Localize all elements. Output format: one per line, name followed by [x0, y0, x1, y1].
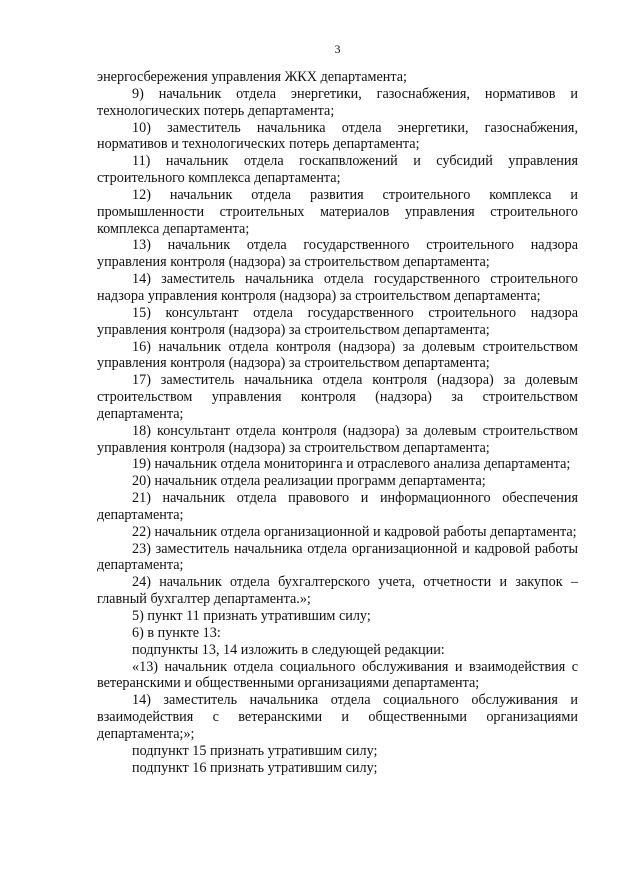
paragraph: 11) начальник отдела госкапвложений и субсидий управления строительного комплекса департамента; [97, 153, 578, 187]
paragraph: 18) консультант отдела контроля (надзора) за долевым строительством управления контроля (надзора) за строительством департамента; [97, 422, 578, 456]
paragraph: 5) пункт 11 признать утратившим силу; [132, 608, 371, 624]
paragraph: 14) заместитель начальника отдела государственного строительного надзора управления контроля (надзора) за строительством департамента; [97, 271, 578, 304]
paragraph: 21) начальник отдела правового и информационного обеспечения департамента; [97, 490, 578, 523]
paragraph: 15) консультант отдела государственного строительного надзора управления контроля (надзора) за строительством департамента; [97, 304, 578, 338]
paragraph: 19) начальник отдела мониторинга и отраслевого анализа департамента; [132, 456, 571, 473]
paragraph: подпункт 16 признать утратившим силу; [132, 759, 378, 776]
paragraph: 23) заместитель начальника отдела организационной и кадровой работы департамента; [97, 540, 578, 574]
paragraph: 14) заместитель начальника отдела социального обслуживания и взаимодействия с ветеранскими и общественными организациями департамента;»; [97, 692, 578, 742]
paragraph: 9) начальник отдела энергетики, газоснабжения, нормативов и технологических потерь департамента; [97, 85, 578, 119]
paragraph: 6) в пункте 13: [132, 624, 221, 641]
paragraph: 24) начальник отдела бухгалтерского учета, отчетности и закупок – главный бухгалтер департамента.»; [97, 574, 578, 608]
page-number: 3 [334, 42, 341, 56]
paragraph: «13) начальник отдела социального обслуживания и взаимодействия с ветеранскими и общественными организациями департамента; [97, 658, 578, 692]
document-body [97, 69, 578, 776]
paragraph: 22) начальник отдела организационной и кадровой работы департамента; [132, 523, 577, 540]
paragraph: 16) начальник отдела контроля (надзора) за долевым строительством управления контроля (надзора) за строительством департамента; [97, 338, 578, 372]
paragraph: подпункт 15 признать утратившим силу; [132, 742, 378, 759]
paragraph: 13) начальник отдела государственного строительного надзора управления контроля (надзора) за строительством департамента; [97, 237, 578, 271]
paragraph: 12) начальник отдела развития строительного комплекса и промышленности строительных материалов управления строительного комплекса департамента; [97, 186, 578, 237]
paragraph: 17) заместитель начальника отдела контроля (надзора) за долевым строительством управления контроля (надзора) за строительством департамента; [97, 372, 578, 422]
paragraph: 10) заместитель начальника отдела энергетики, газоснабжения, нормативов и технологических потерь департамента; [97, 119, 578, 153]
paragraph: подпункты 13, 14 изложить в следующей редакции: [132, 641, 445, 658]
paragraph: энергосбережения управления ЖКХ департамента; [97, 69, 407, 85]
paragraph: 20) начальник отдела реализации программ департамента; [132, 473, 486, 490]
